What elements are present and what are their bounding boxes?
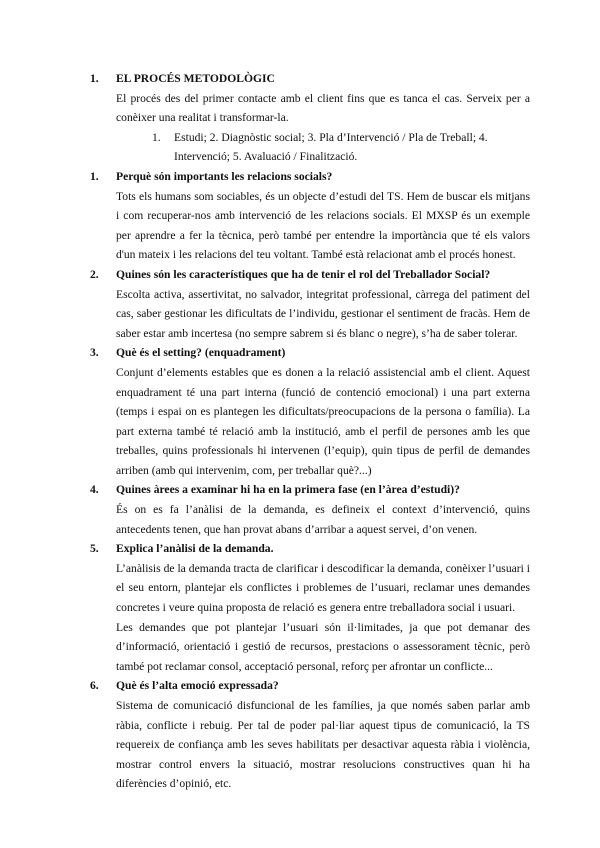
- process-steps-number: 1.: [152, 130, 161, 144]
- question-number: 2.: [90, 267, 99, 281]
- answer-paragraph: Les demandes que pot plantejar l’usuari són il·limitades, ja que pot demanar des d’informació, orientació i gestió de recursos, prestacions o assessorament tècnic, però també pot reclamar consol, acceptació personal, reforç per afrontar un conflicte...: [116, 620, 530, 673]
- question-number: 1.: [90, 169, 99, 183]
- section-body: [90, 89, 530, 167]
- process-steps-item: [116, 128, 530, 167]
- question-title: Quines són les característiques que ha de tenir el rol del Treballador Social?: [116, 267, 491, 281]
- answer-paragraph: L’anàlisis de la demanda tracta de clarificar i descodificar la demanda, conèixer l’usuari i el seu entorn, plantejar els conflictes i problemes de l’usuari, reclamar unes demandes concretes i veure quina proposta de relació es genera entre treballadora social i usuari.: [116, 561, 530, 615]
- question-item: [90, 343, 530, 480]
- question-item: [90, 480, 530, 539]
- answer-body: [90, 559, 530, 677]
- question-item: [90, 167, 530, 265]
- answer-paragraph: Conjunt d’elements estables que es donen a la relació assistencial amb el client. Aquest enquadrament té una part interna (funció de contenció emocional) i una part externa (temps i espai on es plantegen les dificultats/preocupacions de la persona o família). La part externa també té relació amb la institució, amb el perfil de persones amb les que treballes, quins professionals hi intervenen (l’equip), quin tipus de perfil de demandes arriben (amb qui intervenim, com, per treballar què?...): [116, 365, 530, 477]
- section-title: EL PROCÉS METODOLÒGIC: [116, 72, 275, 85]
- answer-body: [90, 187, 530, 265]
- question-number: 6.: [90, 679, 99, 693]
- answer-body: [90, 696, 530, 794]
- question-title: Quines àrees a examinar hi ha en la primera fase (en l’àrea d’estudi)?: [116, 483, 460, 497]
- answer-paragraph: Sistema de comunicació disfuncional de les famílies, ja que només saben parlar amb ràbia, conflicte i rebuig. Per tal de poder pal·liar aquest tipus de comunicació, la TS requereix de confiança amb les seves habilitats per desactivar aquesta ràbia i violència, mostrar control envers la situació, mostrar resolucions constructives quan hi ha diferències d’opinió, etc.: [116, 699, 530, 791]
- question-title: Explica l’anàlisi de la demanda.: [116, 542, 274, 556]
- process-steps-text: Estudi; 2. Diagnòstic social; 3. Pla d’Intervenció / Pla de Treball; 4. Intervenció; 5. Avaluació / Finalització.: [174, 130, 488, 164]
- section-number: 1.: [90, 72, 99, 85]
- question-number: 5.: [90, 542, 99, 556]
- question-item: [90, 676, 530, 794]
- answer-paragraph: És on es fa l’anàlisi de la demanda, es defineix el context d’intervenció, quins antecedents tenen, que han provat abans d’arribar a aquest servei, d’on venen.: [116, 503, 530, 536]
- question-title: Perquè són importants les relacions socials?: [116, 169, 333, 183]
- question-number: 3.: [90, 346, 99, 360]
- question-item: [90, 539, 530, 676]
- section-heading-block: [90, 69, 530, 167]
- answer-body: [90, 500, 530, 539]
- answer-body: [90, 363, 530, 481]
- question-number: 4.: [90, 483, 99, 497]
- question-title: Què és el setting? (enquadrament): [116, 346, 286, 360]
- question-item: [90, 265, 530, 343]
- question-title: Què és l’alta emoció expressada?: [116, 679, 279, 693]
- answer-paragraph: Tots els humans som sociables, és un objecte d’estudi del TS. Hem de buscar els mitjans i com recuperar-nos amb intervenció de les relacions socials. El MXSP és un exemple per aprendre a fer la tècnica, però també per entendre la importància que té els valors d'un mateix i les relacions del teu voltant. També està relacionat amb el procés honest.: [116, 189, 530, 262]
- answer-paragraph: Escolta activa, assertivitat, no salvador, integritat professional, càrrega del patiment del cas, saber gestionar les dificultats de l’individu, gestionar el sentiment de fracàs. Hem de saber estar amb incertesa (no sempre sabrem si és blanc o negre), s’ha de saber tolerar.: [116, 287, 530, 340]
- section-paragraph: El procés des del primer contacte amb el client fins que es tanca el cas. Serveix per a conèixer una realitat i transformar-la.: [116, 91, 530, 125]
- answer-body: [90, 285, 530, 344]
